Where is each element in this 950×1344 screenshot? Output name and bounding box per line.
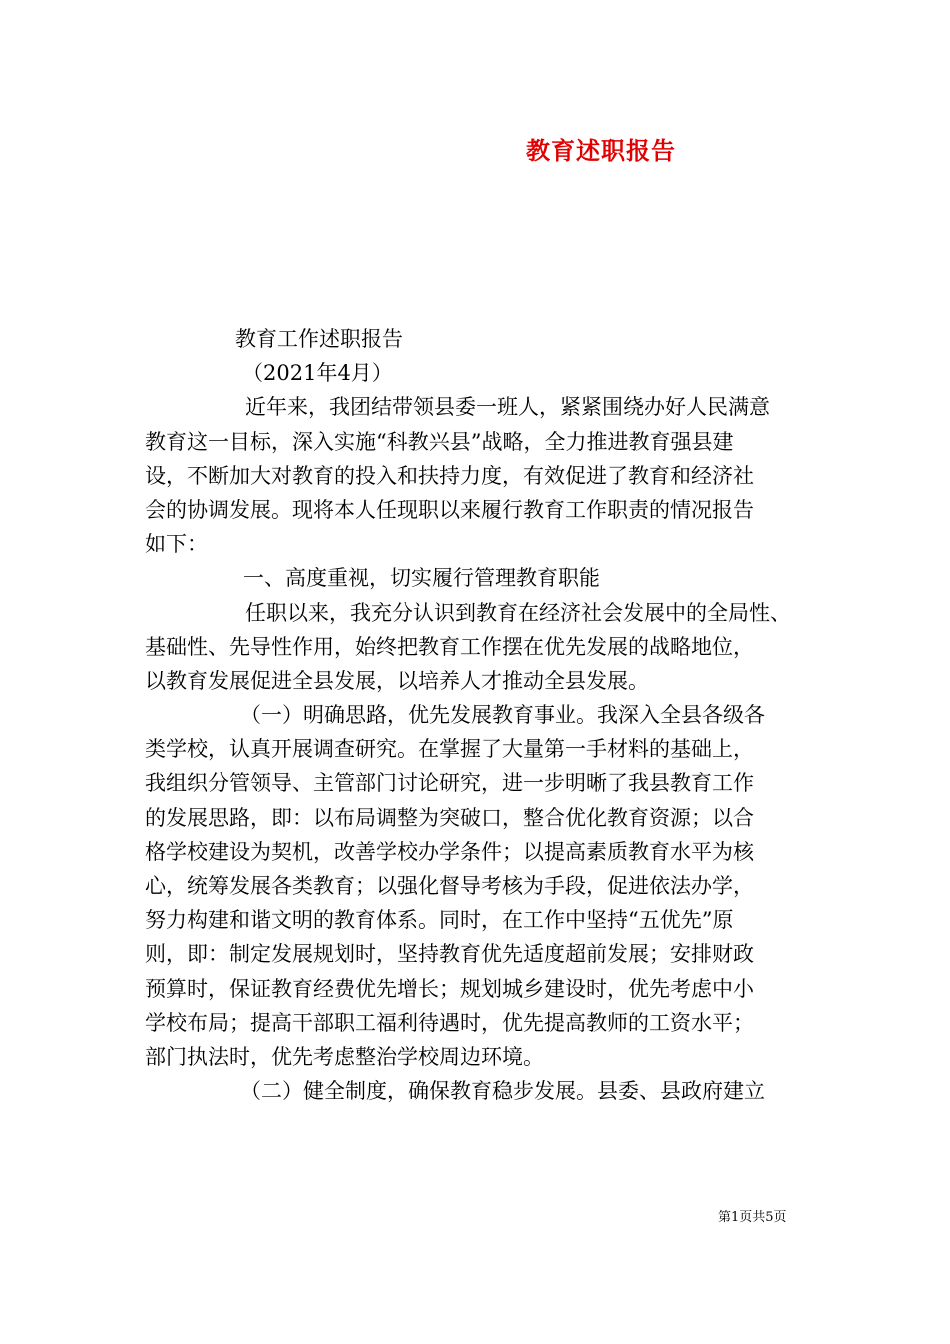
paragraph-line: 格学校建设为契机，改善学校办学条件；以提高素质教育水平为核	[145, 839, 754, 864]
paragraph-line: 会的协调发展。现将本人任现职以来履行教育工作职责的情况报告	[145, 497, 754, 522]
paragraph-line: 近年来，我团结带领县委一班人，紧紧围绕办好人民满意	[245, 395, 770, 420]
paragraph-line: 心，统筹发展各类教育；以强化督导考核为手段，促进依法办学，	[145, 874, 754, 898]
paragraph-line: 如下：	[145, 532, 208, 557]
paragraph-line: 设，不断加大对教育的投入和扶持力度，有效促进了教育和经济社	[145, 463, 754, 488]
paragraph-line: 教育这一目标，深入实施“科教兴县”战略，全力推进教育强县建	[145, 429, 734, 454]
paragraph-line: 基础性、先导性作用，始终把教育工作摆在优先发展的战略地位，	[145, 634, 754, 659]
paragraph-line: （一）明确思路，优先发展教育事业。我深入全县各级各	[240, 703, 765, 728]
report-date: （2021年4月）	[242, 361, 393, 386]
paragraph-line: 的发展思路，即：以布局调整为突破口，整合优化教育资源；以合	[145, 805, 754, 830]
paragraph-line: 类学校，认真开展调查研究。在掌握了大量第一手材料的基础上，	[145, 737, 754, 762]
paragraph-line: 以教育发展促进全县发展，以培养人才推动全县发展。	[145, 668, 649, 693]
paragraph-line: 则，即：制定发展规划时，坚持教育优先适度超前发展；安排财政	[145, 942, 754, 967]
report-subtitle: 教育工作述职报告	[235, 327, 403, 351]
section-heading: 一、高度重视，切实履行管理教育职能	[243, 566, 600, 591]
paragraph-line: 努力构建和谐文明的教育体系。同时，在工作中坚持“五优先”原	[145, 908, 734, 933]
paragraph-line: 任职以来，我充分认识到教育在经济社会发展中的全局性、	[245, 600, 791, 625]
paragraph-line: 学校布局；提高干部职工福利待遇时，优先提高教师的工资水平；	[145, 1010, 754, 1035]
paragraph-line: 预算时，保证教育经费优先增长；规划城乡建设时，优先考虑中小	[145, 976, 754, 1001]
paragraph-line: （二）健全制度，确保教育稳步发展。县委、县政府建立	[240, 1079, 765, 1104]
paragraph-line: 部门执法时，优先考虑整治学校周边环境。	[145, 1044, 544, 1069]
document-title: 教育述职报告	[526, 136, 676, 165]
page-number: 第1页共5页	[718, 1210, 787, 1225]
document-body	[145, 322, 817, 1108]
paragraph-line: 我组织分管领导、主管部门讨论研究，进一步明晰了我县教育工作	[145, 771, 754, 796]
